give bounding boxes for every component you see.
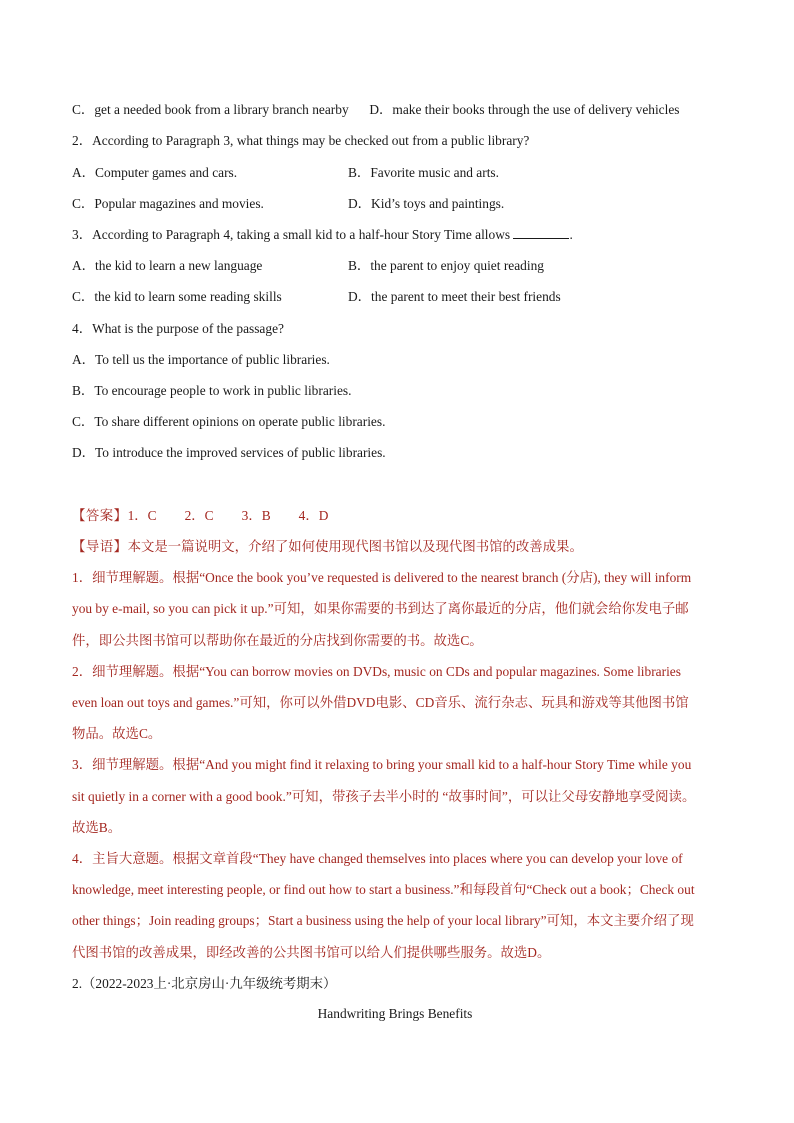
guide-text: 本文是一篇说明文，介绍了如何使用现代图书馆以及现代图书馆的改善成果。: [127, 539, 583, 554]
q2-row-1: [72, 164, 672, 182]
q3-stem-row: [72, 226, 573, 244]
q2-stem: 2．According to Paragraph 3, what things may be checked out from a public library?: [72, 133, 530, 148]
q3-row-2: [72, 288, 672, 306]
explanation-2-line-3: 物品。故选C。: [72, 726, 162, 741]
q2-row-2: [72, 195, 672, 213]
q3-option-d: D．the parent to meet their best friends: [348, 289, 561, 304]
q3-row-1: [72, 257, 672, 275]
explanation-1-line-3: 件，即公共图书馆可以帮助你在最近的分店找到你需要的书。故选C。: [72, 633, 483, 648]
answer-3: 3．B: [241, 508, 271, 523]
q3-stem-end: .: [569, 227, 573, 242]
explanation-4-line-2: knowledge, meet interesting people, or find out how to start a business.”和每段首句“Check out a book；Check out: [72, 882, 695, 897]
explanation-3-line-3: 故选B。: [72, 820, 122, 835]
explanation-1-line-1: 1．细节理解题。根据“Once the book you’ve requested is delivered to the nearest branch (分店), they will inform: [72, 570, 692, 585]
q3-option-b: B．the parent to enjoy quiet reading: [348, 258, 544, 273]
q2-option-d: D．Kid’s toys and paintings.: [348, 196, 505, 211]
guide-row: [72, 538, 583, 556]
q3-stem: 3．According to Paragraph 4, taking a small kid to a half-hour Story Time allows: [72, 227, 511, 242]
q4-option-c: C．To share different opinions on operate public libraries.: [72, 414, 386, 429]
explanation-1-line-2: you by e-mail, so you can pick it up.”可知，如果你需要的书到达了离你最近的分店，他们就会给你发电子邮: [72, 601, 689, 616]
q4-option-d: D．To introduce the improved services of public libraries.: [72, 445, 386, 460]
guide-label: 【导语】: [72, 539, 128, 554]
q1-option-d: D．make their books through the use of delivery vehicles: [369, 102, 680, 117]
question-source: 2.（2022-2023上·北京房山·九年级统考期末）: [72, 976, 337, 991]
explanation-2-line-1: 2．细节理解题。根据“You can borrow movies on DVDs, music on CDs and popular magazines. Some libraries: [72, 664, 681, 679]
q2-option-b: B．Favorite music and arts.: [348, 165, 499, 180]
answer-row: [72, 507, 328, 525]
explanation-4-line-4: 代图书馆的改善成果，即经改善的公共图书馆可以给人们提供哪些服务。故选D。: [72, 945, 551, 960]
answer-2: 2．C: [184, 508, 214, 523]
answer-1: 1．C: [127, 508, 157, 523]
q2-option-c: C．Popular magazines and movies.: [72, 196, 264, 211]
q4-option-b: B．To encourage people to work in public libraries.: [72, 383, 352, 398]
explanation-4-line-1: 4．主旨大意题。根据文章首段“They have changed themselves into places where you can develop your love of: [72, 851, 683, 866]
q4-option-a: A．To tell us the importance of public libraries.: [72, 352, 330, 367]
answer-blank: [513, 226, 569, 239]
answer-label: 【答案】: [72, 508, 128, 523]
q2-option-a: A．Computer games and cars.: [72, 165, 238, 180]
answer-4: 4．D: [298, 508, 329, 523]
explanation-3-line-1: 3．细节理解题。根据“And you might find it relaxing to bring your small kid to a half-hour Story Time while you: [72, 757, 692, 772]
explanation-3-line-2: sit quietly in a corner with a good book.”可知，带孩子去半小时的 “故事时间”，可以让父母安静地享受阅读。: [72, 789, 696, 804]
q3-option-a: A．the kid to learn a new language: [72, 258, 263, 273]
explanation-4-line-3: other things；Join reading groups；Start a business using the help of your local library”可知，本文主要介绍了现: [72, 913, 694, 928]
q1-option-c: C．get a needed book from a library branch nearby: [72, 102, 349, 117]
q3-option-c: C．the kid to learn some reading skills: [72, 289, 282, 304]
q1-options-row: [72, 101, 680, 119]
q4-stem: 4．What is the purpose of the passage?: [72, 321, 284, 336]
explanation-2-line-2: even loan out toys and games.”可知，你可以外借DVD电影、CD音乐、流行杂志、玩具和游戏等其他图书馆: [72, 695, 689, 710]
passage-title: Handwriting Brings Benefits: [317, 1006, 473, 1021]
